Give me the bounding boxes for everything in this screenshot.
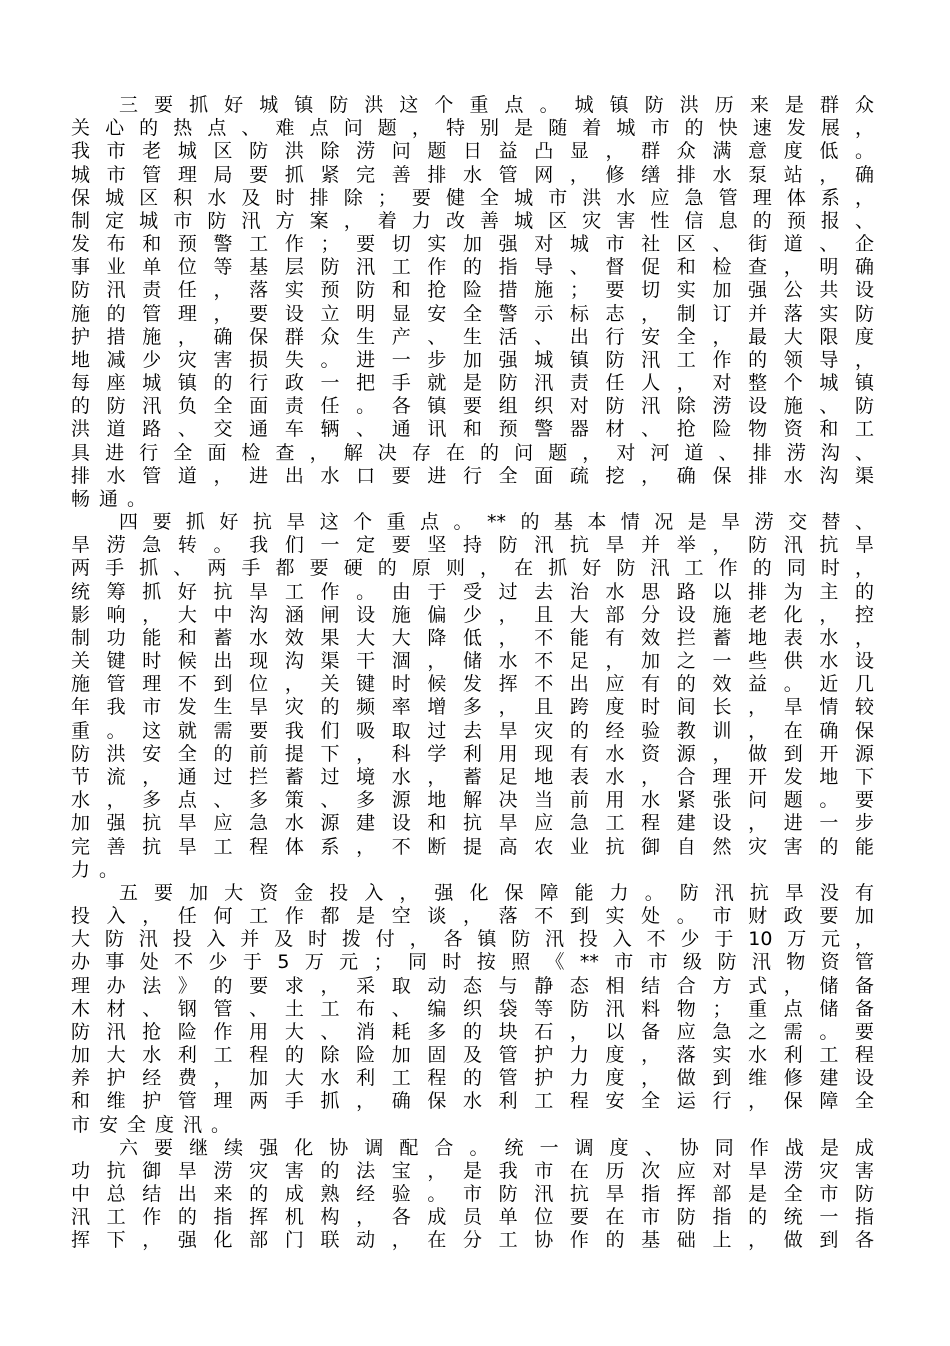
paragraph-urban-flood-control: [71, 94, 874, 511]
paragraph-coordination: [71, 1137, 874, 1253]
text-line: 力。: [71, 858, 128, 881]
text-line: 制定城市防汛方案，着力改善城区灾害性信息的预报、: [71, 209, 874, 232]
text-line: 地减少灾害损失。进一步加强城镇防汛工作的领导，: [71, 348, 874, 371]
text-line: 防汛抢险作用大、消耗多的块石，以备应急之需。要: [71, 1020, 874, 1043]
text-line: 畅通。: [71, 487, 156, 510]
text-line: 和维护管理两手抓，确保水利工程安全运行，保障全: [71, 1090, 874, 1113]
text-line: 完善抗旱工程体系，不断提高农业抗御自然灾害的能: [71, 835, 874, 858]
text-line: 防洪安全的前提下，科学利用现有水资源，做到开源: [71, 742, 874, 765]
text-line: 办事处不少于5万元；同时按照《**市市级防汛物资管: [71, 951, 874, 974]
text-line: 两手抓、两手都要硬的原则，在抓好防汛工作的同时，: [71, 557, 874, 580]
document-page: [71, 94, 874, 1253]
text-line: 大防汛投入并及时拨付，各镇防汛投入不少于10万元，: [71, 928, 874, 951]
text-line: 重。这就需要我们吸取过去旱灾的经验教训，在确保: [71, 719, 874, 742]
text-line: 挥下，强化部门联动，在分工协作的基础上，做到各: [71, 1229, 874, 1252]
text-line: 洪道路、交通车辆、通讯和预警器材、抢险物资和工: [71, 418, 874, 441]
text-line: 三要抓好城镇防洪这个重点。城镇防洪历来是群众: [119, 94, 874, 116]
paragraph-funding: [71, 882, 874, 1137]
text-line: 中总结出来的成熟经验。市防汛抗旱指挥部是全市防: [71, 1183, 874, 1206]
text-line: 城市管理局要抓紧完善排水管网，修缮排水泵站，确: [71, 163, 874, 186]
text-line: 我市老城区防洪除涝问题日益凸显，群众满意度低。: [71, 140, 874, 163]
paragraph-drought-relief: [71, 511, 874, 882]
text-line: 发布和预警工作；要切实加强对城市社区、街道、企: [71, 233, 874, 256]
text-line: 排水管道，进出水口要进行全面疏挖，确保排水沟渠: [71, 464, 874, 487]
text-line: 汛工作的指挥机构，各成员单位要在市防指的统一指: [71, 1206, 874, 1229]
text-line: 保城区积水及时排除；要健全城市洪水应急管理体系，: [71, 186, 874, 209]
text-line: 理办法》的要求，采取动态与静态相结合方式，储备: [71, 974, 874, 997]
text-line: 功抗御旱涝灾害的法宝，是我市在历次应对旱涝灾害: [71, 1159, 874, 1182]
text-line: 的防汛负全面责任。各镇要组织对防汛除涝设施、防: [71, 395, 874, 418]
text-line: 制功能和蓄水效果大大降低，不能有效拦蓄地表水，: [71, 626, 874, 649]
text-line: 水，多点、多策、多源地解决当前用水紧张问题。要: [71, 789, 874, 812]
text-line: 防汛责任，落实预防和抢险措施；要切实加强公共设: [71, 279, 874, 302]
text-line: 年我市发生旱灾的频率增多，且跨度时间长，旱情较: [71, 696, 874, 719]
text-line: 养护经费，加大水利工程的管护力度，做到维修建设: [71, 1067, 874, 1090]
text-line: 施的管理，要设立明显安全警示标志，制订并落实防: [71, 302, 874, 325]
text-line: 事业单位等基层防汛工作的指导、督促和检查，明确: [71, 256, 874, 279]
text-line: 六要继续强化协调配合。统一调度、协同作战是成: [119, 1136, 874, 1159]
text-line: 加大水利工程的除险加固及管护力度，落实水利工程: [71, 1044, 874, 1067]
text-line: 木材、钢管、土工布、编织袋等防汛料物；重点储备: [71, 997, 874, 1020]
text-line: 加强抗旱应急水源建设和抗旱应急工程建设，进一步: [71, 812, 874, 835]
text-line: 具进行全面检查，解决存在的问题，对河道、排涝沟、: [71, 441, 874, 464]
text-line: 关键时候出现沟渠干涸，储水不足，加之一些供水设: [71, 650, 874, 673]
text-line: 关心的热点、难点问题，特别是随着城市的快速发展，: [71, 117, 874, 140]
text-line: 统筹抓好抗旱工作。由于受过去治水思路以排为主的: [71, 580, 874, 603]
text-line: 四要抓好抗旱这个重点。**的基本情况是旱涝交替、: [119, 511, 874, 534]
text-line: 旱涝急转。我们一定要坚持防汛抗旱并举，防汛抗旱: [71, 534, 874, 557]
text-line: 护措施，确保群众生产、生活、出行安全，最大限度: [71, 325, 874, 348]
text-line: 影响，大中沟涵闸设施偏少，且大部分设施老化，控: [71, 603, 874, 626]
text-line: 节流，通过拦蓄过境水，蓄足地表水，合理开发地下: [71, 765, 874, 788]
text-line: 施管理不到位，关键时候发挥不出应有的效益。近几: [71, 673, 874, 696]
text-line: 每座城镇的行政一把手就是防汛责任人，对整个城镇: [71, 372, 874, 395]
text-line: 五要加大资金投入，强化保障能力。防汛抗旱没有: [119, 881, 874, 904]
text-line: 市安全度汛。: [71, 1113, 240, 1136]
text-line: 投入，任何工作都是空谈，落不到实处。市财政要加: [71, 905, 874, 928]
